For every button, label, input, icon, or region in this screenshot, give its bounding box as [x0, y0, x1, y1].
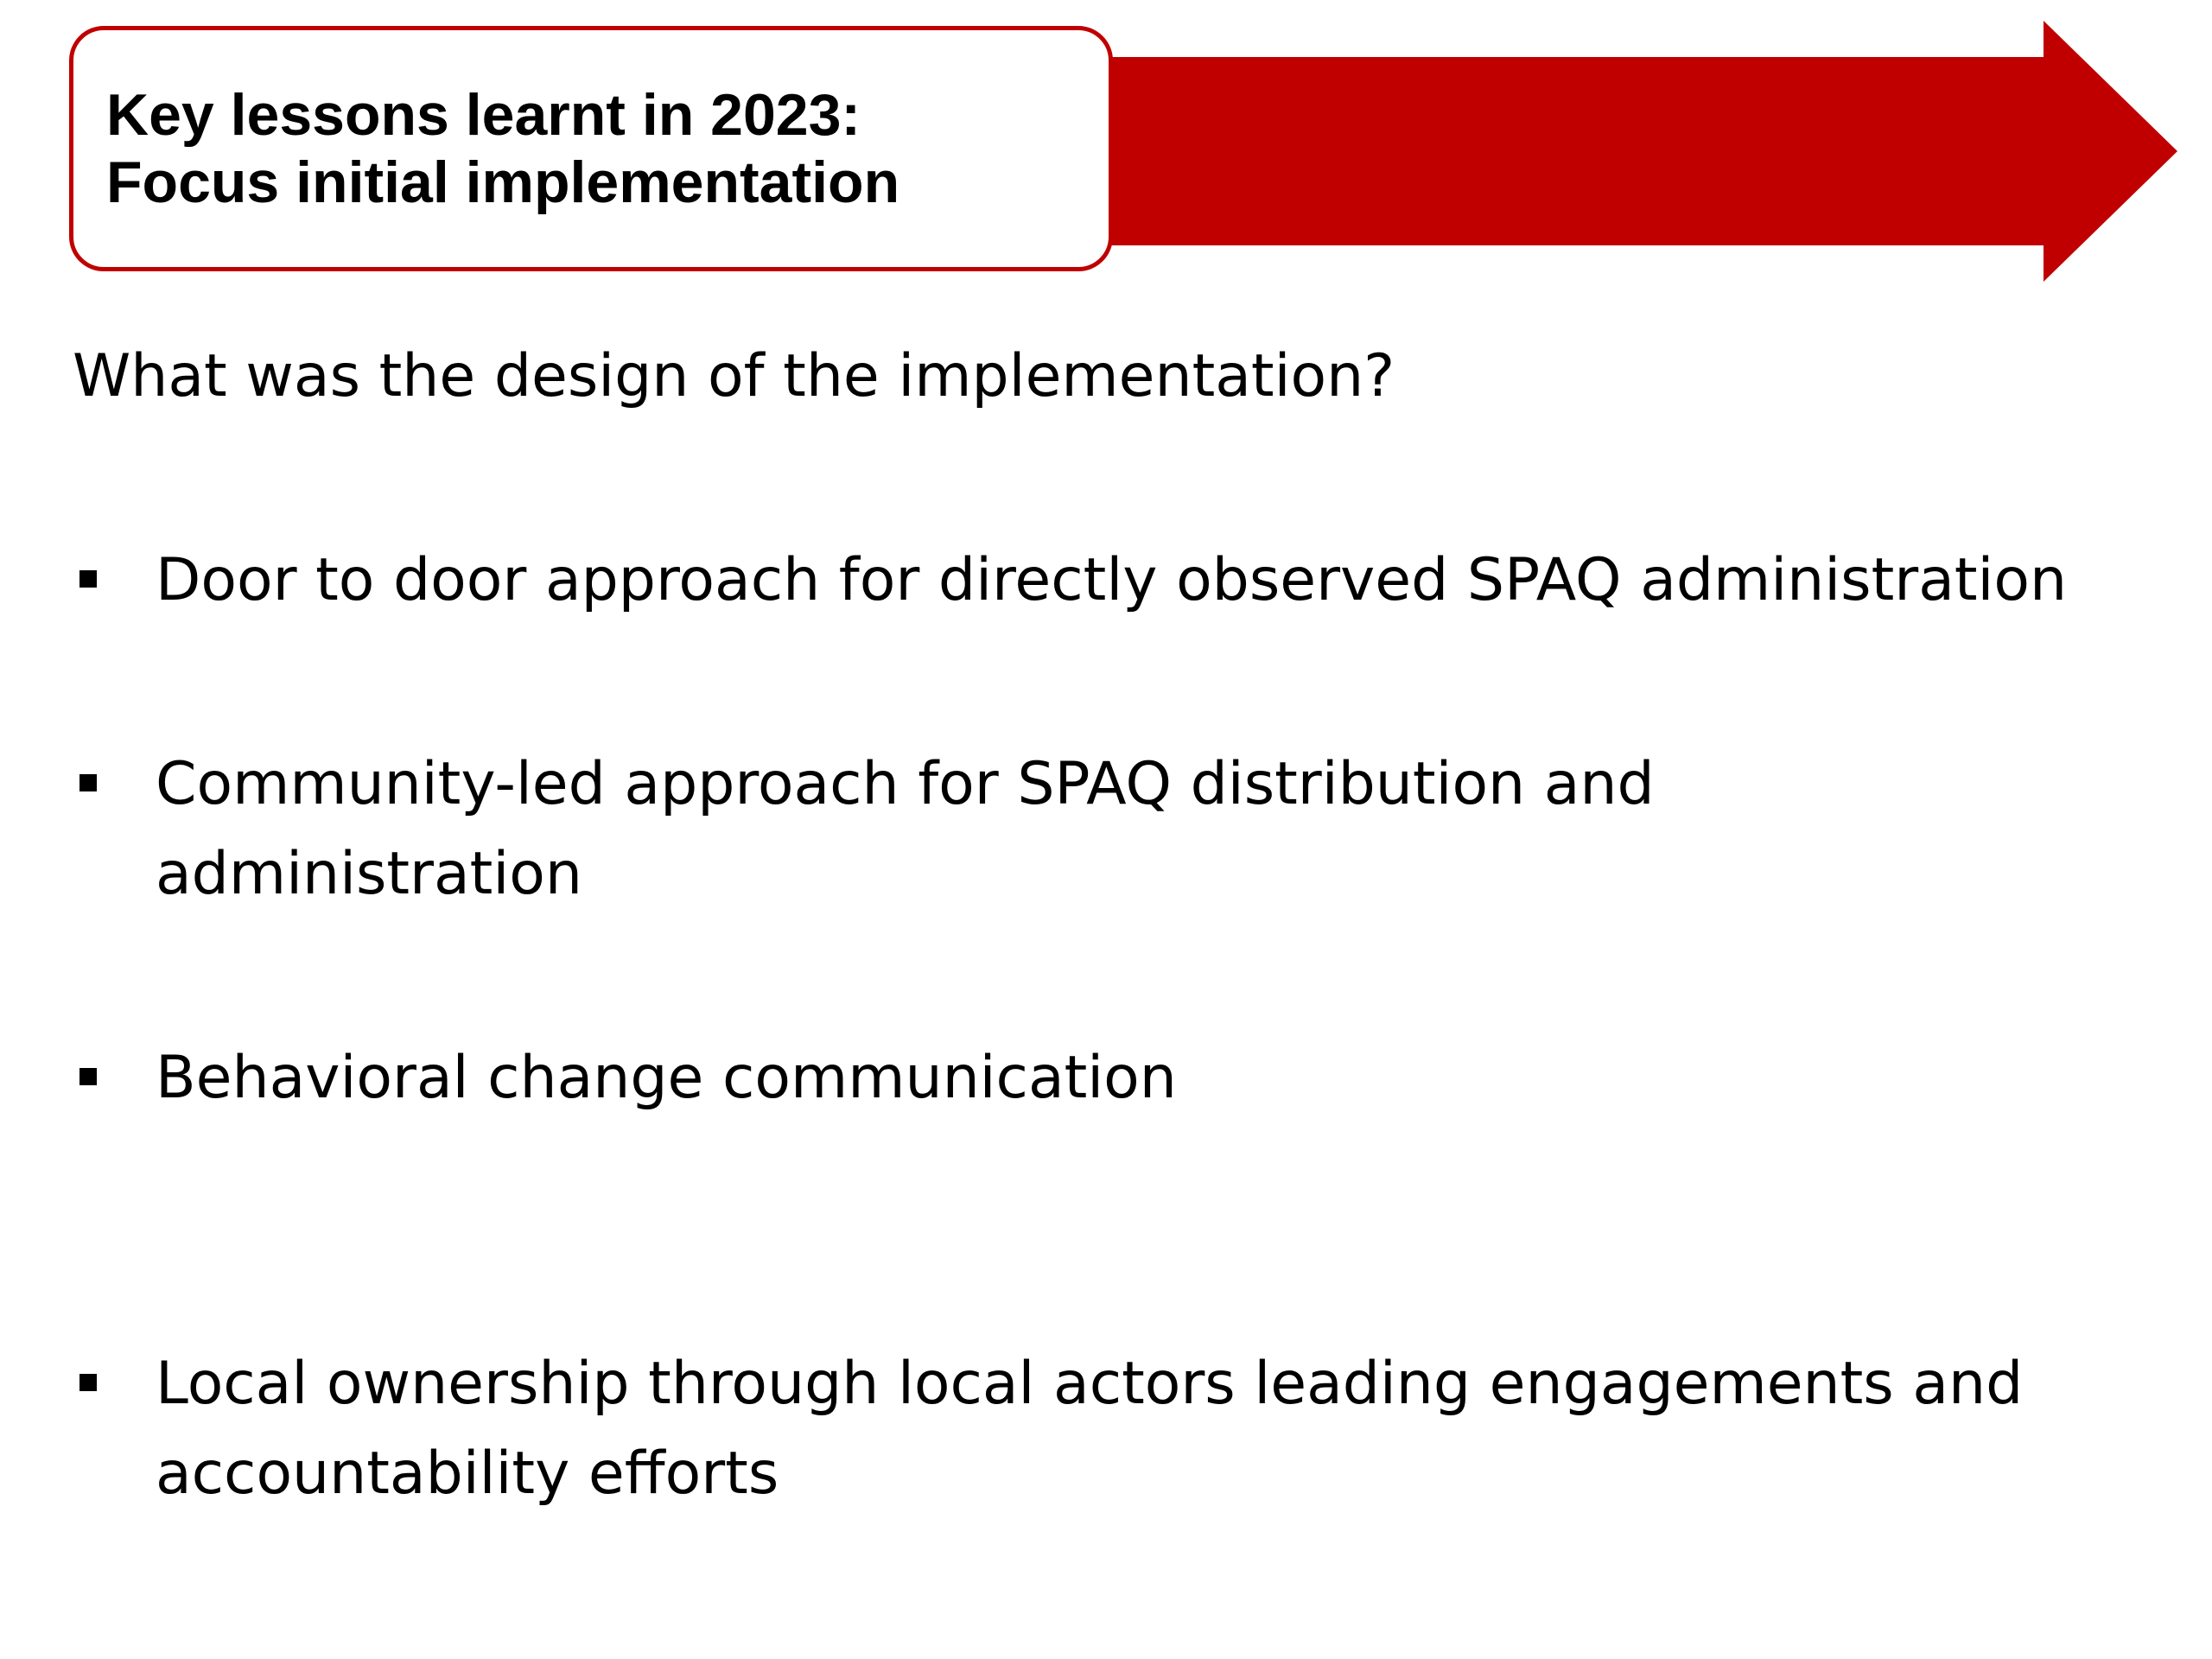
bullet-text	[156, 1339, 2143, 1519]
bullet-text	[156, 1033, 2143, 1123]
square-bullet-icon	[79, 1374, 97, 1391]
square-bullet-icon	[79, 774, 97, 791]
title-line-2: Focus initial implementation	[106, 149, 900, 215]
bullet-line: Local ownership through local actors leading engagements and	[156, 1350, 2024, 1418]
title-line-1: Key lessons learnt in 2023:	[106, 82, 861, 148]
bullet-line: accountability efforts	[156, 1440, 779, 1508]
bullet-line: administration	[156, 840, 582, 908]
title-box	[69, 26, 1113, 271]
bullet-text	[156, 740, 2143, 919]
red-arrow-banner	[1097, 21, 2177, 282]
section-question: What was the design of the implementation?	[73, 342, 1395, 410]
red-arrow-shape	[1097, 21, 2177, 282]
bullet-text	[156, 536, 2143, 626]
bullet-line: Door to door approach for directly observed SPAQ administration	[156, 546, 2068, 614]
bullet-line: Behavioral change communication	[156, 1044, 1177, 1112]
square-bullet-icon	[79, 570, 97, 588]
square-bullet-icon	[79, 1068, 97, 1085]
bullet-line: Community-led approach for SPAQ distribution and	[156, 750, 1655, 818]
